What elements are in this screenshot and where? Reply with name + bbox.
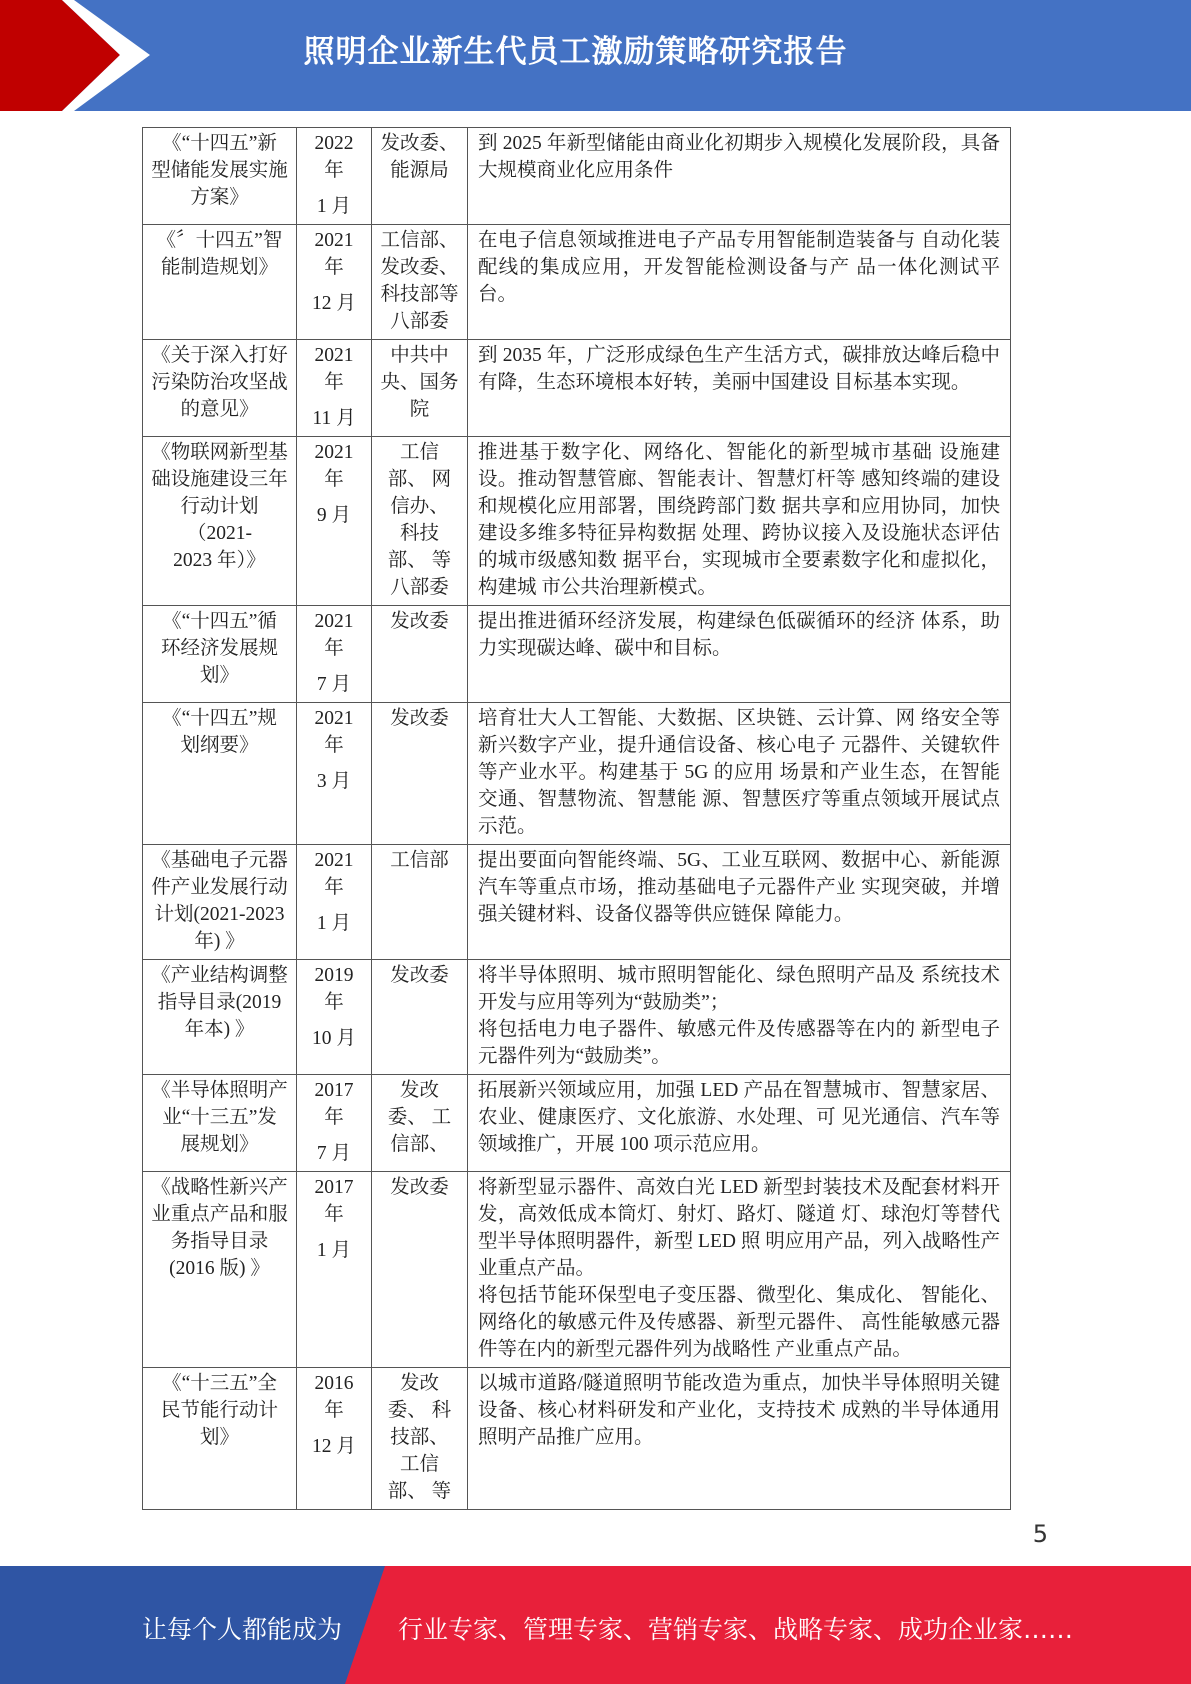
policy-name-cell	[143, 340, 297, 437]
issuing-department-cell	[372, 606, 468, 703]
issue-year: 2016 年	[314, 1373, 354, 1421]
policy-content-paragraph: 提出推进循环经济发展，构建绿色低碳循环的经济 体系，助力实现碳达峰、碳中和目标。	[478, 611, 1000, 659]
issue-month: 7 月	[316, 674, 352, 695]
policy-name-cell	[143, 128, 297, 225]
issue-year: 2017 年	[314, 1177, 354, 1225]
policy-content-cell	[468, 340, 1011, 437]
policy-content-cell	[468, 1172, 1011, 1368]
policy-content-paragraph: 培育壮大人工智能、大数据、区块链、云计算、网 络安全等新兴数字产业，提升通信设备、核心电子 元器件、关键软件等产业水平。构建基于 5G 的应用 场景和产业生态，在智能交通、智慧物流、智慧能 源、智慧医疗等重点领域开展试点示范。	[478, 708, 1000, 837]
issue-year: 2017 年	[314, 1080, 354, 1128]
policy-content-paragraph: 提出要面向智能终端、5G、工业互联网、数据中心、新能源汽车等重点市场，推动基础电子元器件产业 实现突破，并增强关键材料、设备仪器等供应链保 障能力。	[478, 850, 1000, 925]
issue-year: 2019 年	[314, 965, 354, 1013]
policy-name: 《半导体照明产 业“十三五”发 展规划》	[151, 1080, 288, 1155]
footer-slogan-right: 行业专家、管理专家、营销专家、战略专家、成功企业家……	[398, 1615, 1074, 1644]
issue-date-cell	[297, 437, 372, 606]
policy-content-cell	[468, 845, 1011, 960]
issue-date-cell	[297, 340, 372, 437]
issue-month: 1 月	[316, 196, 352, 217]
policy-name: 《基础电子元器 件产业发展行动 计划(2021-2023 年) 》	[151, 850, 288, 952]
issuing-department-cell	[372, 1075, 468, 1172]
table-row	[143, 960, 1011, 1075]
policy-name-cell	[143, 1172, 297, 1368]
issuing-department-cell	[372, 845, 468, 960]
table-row	[143, 703, 1011, 845]
issue-year: 2021 年	[314, 611, 354, 659]
issuing-department: 发改 委、 科 技部、 工信 部、 等	[387, 1373, 452, 1502]
issue-date-cell	[297, 1075, 372, 1172]
page-footer	[0, 1566, 1191, 1684]
policy-name: 《物联网新型基 础设施建设三年 行动计划（2021- 2023 年）》	[151, 442, 288, 571]
issuing-department: 工信 部、 网 信办、 科技 部、 等 八部委	[387, 442, 452, 598]
issuing-department: 发改 委、 工 信部、	[387, 1080, 452, 1155]
table-row	[143, 1368, 1011, 1510]
issue-month: 3 月	[316, 771, 352, 792]
issuing-department: 工信部、 发改委、 科技部等 八部委	[380, 230, 459, 332]
issue-month: 11 月	[312, 408, 356, 429]
issue-year: 2021 年	[314, 345, 354, 393]
table-row	[143, 128, 1011, 225]
issue-date-cell	[297, 606, 372, 703]
issue-month: 10 月	[312, 1028, 356, 1049]
issuing-department: 发改委	[390, 965, 449, 986]
issue-year: 2022 年	[314, 133, 354, 181]
policy-table-body	[143, 128, 1011, 1510]
policy-content-paragraph: 将新型显示器件、高效白光 LED 新型封装技术及配套材料开发，高效低成本筒灯、射灯、路灯、隧道 灯、球泡灯等替代型半导体照明器件，新型 LED 照 明应用产品，列入战略性产业重点产品。	[478, 1177, 1000, 1279]
policy-content-paragraph: 将半导体照明、城市照明智能化、绿色照明产品及 系统技术开发与应用等列为“鼓励类”；	[478, 965, 1000, 1013]
policy-name: 《产业结构调整 指导目录(2019 年本) 》	[151, 965, 288, 1040]
policy-name: 《“十四五”新 型储能发展实施 方案》	[151, 133, 288, 208]
issuing-department-cell	[372, 437, 468, 606]
policy-name-cell	[143, 845, 297, 960]
issue-date-cell	[297, 960, 372, 1075]
issuing-department-cell	[372, 960, 468, 1075]
table-row	[143, 1075, 1011, 1172]
policy-content-paragraph: 将包括节能环保型电子变压器、微型化、集成化、 智能化、网络化的敏感元件及传感器、新型元器件、 高性能敏感元器件等在内的新型元器件列为战略性 产业重点产品。	[478, 1285, 1000, 1360]
issue-date-cell	[297, 845, 372, 960]
policy-content-cell	[468, 960, 1011, 1075]
table-row	[143, 845, 1011, 960]
policy-content-paragraph: 以城市道路/隧道照明节能改造为重点，加快半导体照明关键设备、核心材料研发和产业化，支持技术 成熟的半导体通用照明产品推广应用。	[478, 1373, 1000, 1448]
issue-month: 9 月	[316, 505, 352, 526]
policy-name-cell	[143, 703, 297, 845]
page-header	[0, 0, 1191, 111]
table-row	[143, 606, 1011, 703]
policy-content-paragraph: 在电子信息领域推进电子产品专用智能制造装备与 自动化装配线的集成应用，开发智能检测设备与产 品一体化测试平台。	[478, 230, 1000, 305]
issue-date-cell	[297, 1172, 372, 1368]
page-number: 5	[1032, 1520, 1048, 1548]
policy-content-cell	[468, 225, 1011, 340]
policy-content-cell	[468, 703, 1011, 845]
policy-name-cell	[143, 1368, 297, 1510]
policy-name-cell	[143, 960, 297, 1075]
footer-slogan-left: 让每个人都能成为	[142, 1615, 343, 1644]
table-row	[143, 340, 1011, 437]
issue-year: 2021 年	[314, 708, 354, 756]
issuing-department-cell	[372, 128, 468, 225]
policy-name-cell	[143, 1075, 297, 1172]
policy-name: 《“十四五”规 划纲要》	[162, 708, 277, 756]
policy-content-paragraph: 拓展新兴领域应用，加强 LED 产品在智慧城市、智慧家居、农业、健康医疗、文化旅游、水处理、可 见光通信、汽车等领域推广，开展 100 项示范应用。	[478, 1080, 1000, 1155]
table-row	[143, 225, 1011, 340]
table-row	[143, 1172, 1011, 1368]
issue-year: 2021 年	[314, 442, 354, 490]
issue-month: 12 月	[312, 1436, 356, 1457]
issuing-department: 发改委	[390, 1177, 449, 1198]
policy-table	[142, 127, 1011, 1510]
policy-content-cell	[468, 606, 1011, 703]
issue-date-cell	[297, 128, 372, 225]
issuing-department: 发改委	[390, 611, 449, 632]
issuing-department-cell	[372, 703, 468, 845]
policy-content-paragraph: 推进基于数字化、网络化、智能化的新型城市基础 设施建设。推动智慧管廊、智能表计、智慧灯杆等 感知终端的建设和规模化应用部署，围绕跨部门数 据共享和应用协同，加快建设多维多特征异构数据 处理、跨协议接入及设施状态评估的城市级感知数 据平台，实现城市全要素数字化和虚拟化，构建城 市公共治理新模式。	[478, 442, 1000, 598]
issuing-department: 工信部	[390, 850, 449, 871]
policy-content-cell	[468, 1368, 1011, 1510]
issue-date-cell	[297, 1368, 372, 1510]
issue-month: 1 月	[316, 1240, 352, 1261]
issue-year: 2021 年	[314, 850, 354, 898]
policy-name-cell	[143, 225, 297, 340]
policy-name: 《“十四五”循 环经济发展规 划》	[160, 611, 278, 686]
issuing-department-cell	[372, 225, 468, 340]
policy-name-cell	[143, 437, 297, 606]
policy-name: 《“十三五”全 民节能行动计 划》	[160, 1373, 278, 1448]
header-arrow-decoration	[0, 0, 150, 111]
policy-name: 《关于深入打好 污染防治攻坚战 的意见》	[151, 345, 288, 420]
issuing-department-cell	[372, 340, 468, 437]
policy-content-cell	[468, 128, 1011, 225]
issue-month: 12 月	[312, 293, 356, 314]
table-row	[143, 437, 1011, 606]
policy-content-paragraph: 到 2025 年新型储能由商业化初期步入规模化发展阶段，具备大规模商业化应用条件	[478, 133, 1000, 181]
issuing-department: 发改委	[390, 708, 449, 729]
issue-year: 2021 年	[314, 230, 354, 278]
issue-date-cell	[297, 703, 372, 845]
policy-name: 《〞十四五”智 能制造规划》	[156, 230, 283, 278]
issuing-department-cell	[372, 1368, 468, 1510]
issue-month: 1 月	[316, 913, 352, 934]
policy-content-paragraph: 到 2035 年，广泛形成绿色生产生活方式，碳排放达峰后稳中有降，生态环境根本好转，美丽中国建设 目标基本实现。	[478, 345, 1000, 393]
issue-month: 7 月	[316, 1143, 352, 1164]
policy-name-cell	[143, 606, 297, 703]
issuing-department: 中共中 央、国务 院	[380, 345, 459, 420]
report-title: 照明企业新生代员工激励策略研究报告	[303, 34, 848, 70]
policy-content-paragraph: 将包括电力电子器件、敏感元件及传感器等在内的 新型电子元器件列为“鼓励类”。	[478, 1019, 1000, 1067]
policy-content-cell	[468, 437, 1011, 606]
issue-date-cell	[297, 225, 372, 340]
policy-content-cell	[468, 1075, 1011, 1172]
issuing-department: 发改委、 能源局	[380, 133, 459, 181]
policy-name: 《战略性新兴产 业重点产品和服 务指导目录 (2016 版) 》	[151, 1177, 288, 1279]
issuing-department-cell	[372, 1172, 468, 1368]
